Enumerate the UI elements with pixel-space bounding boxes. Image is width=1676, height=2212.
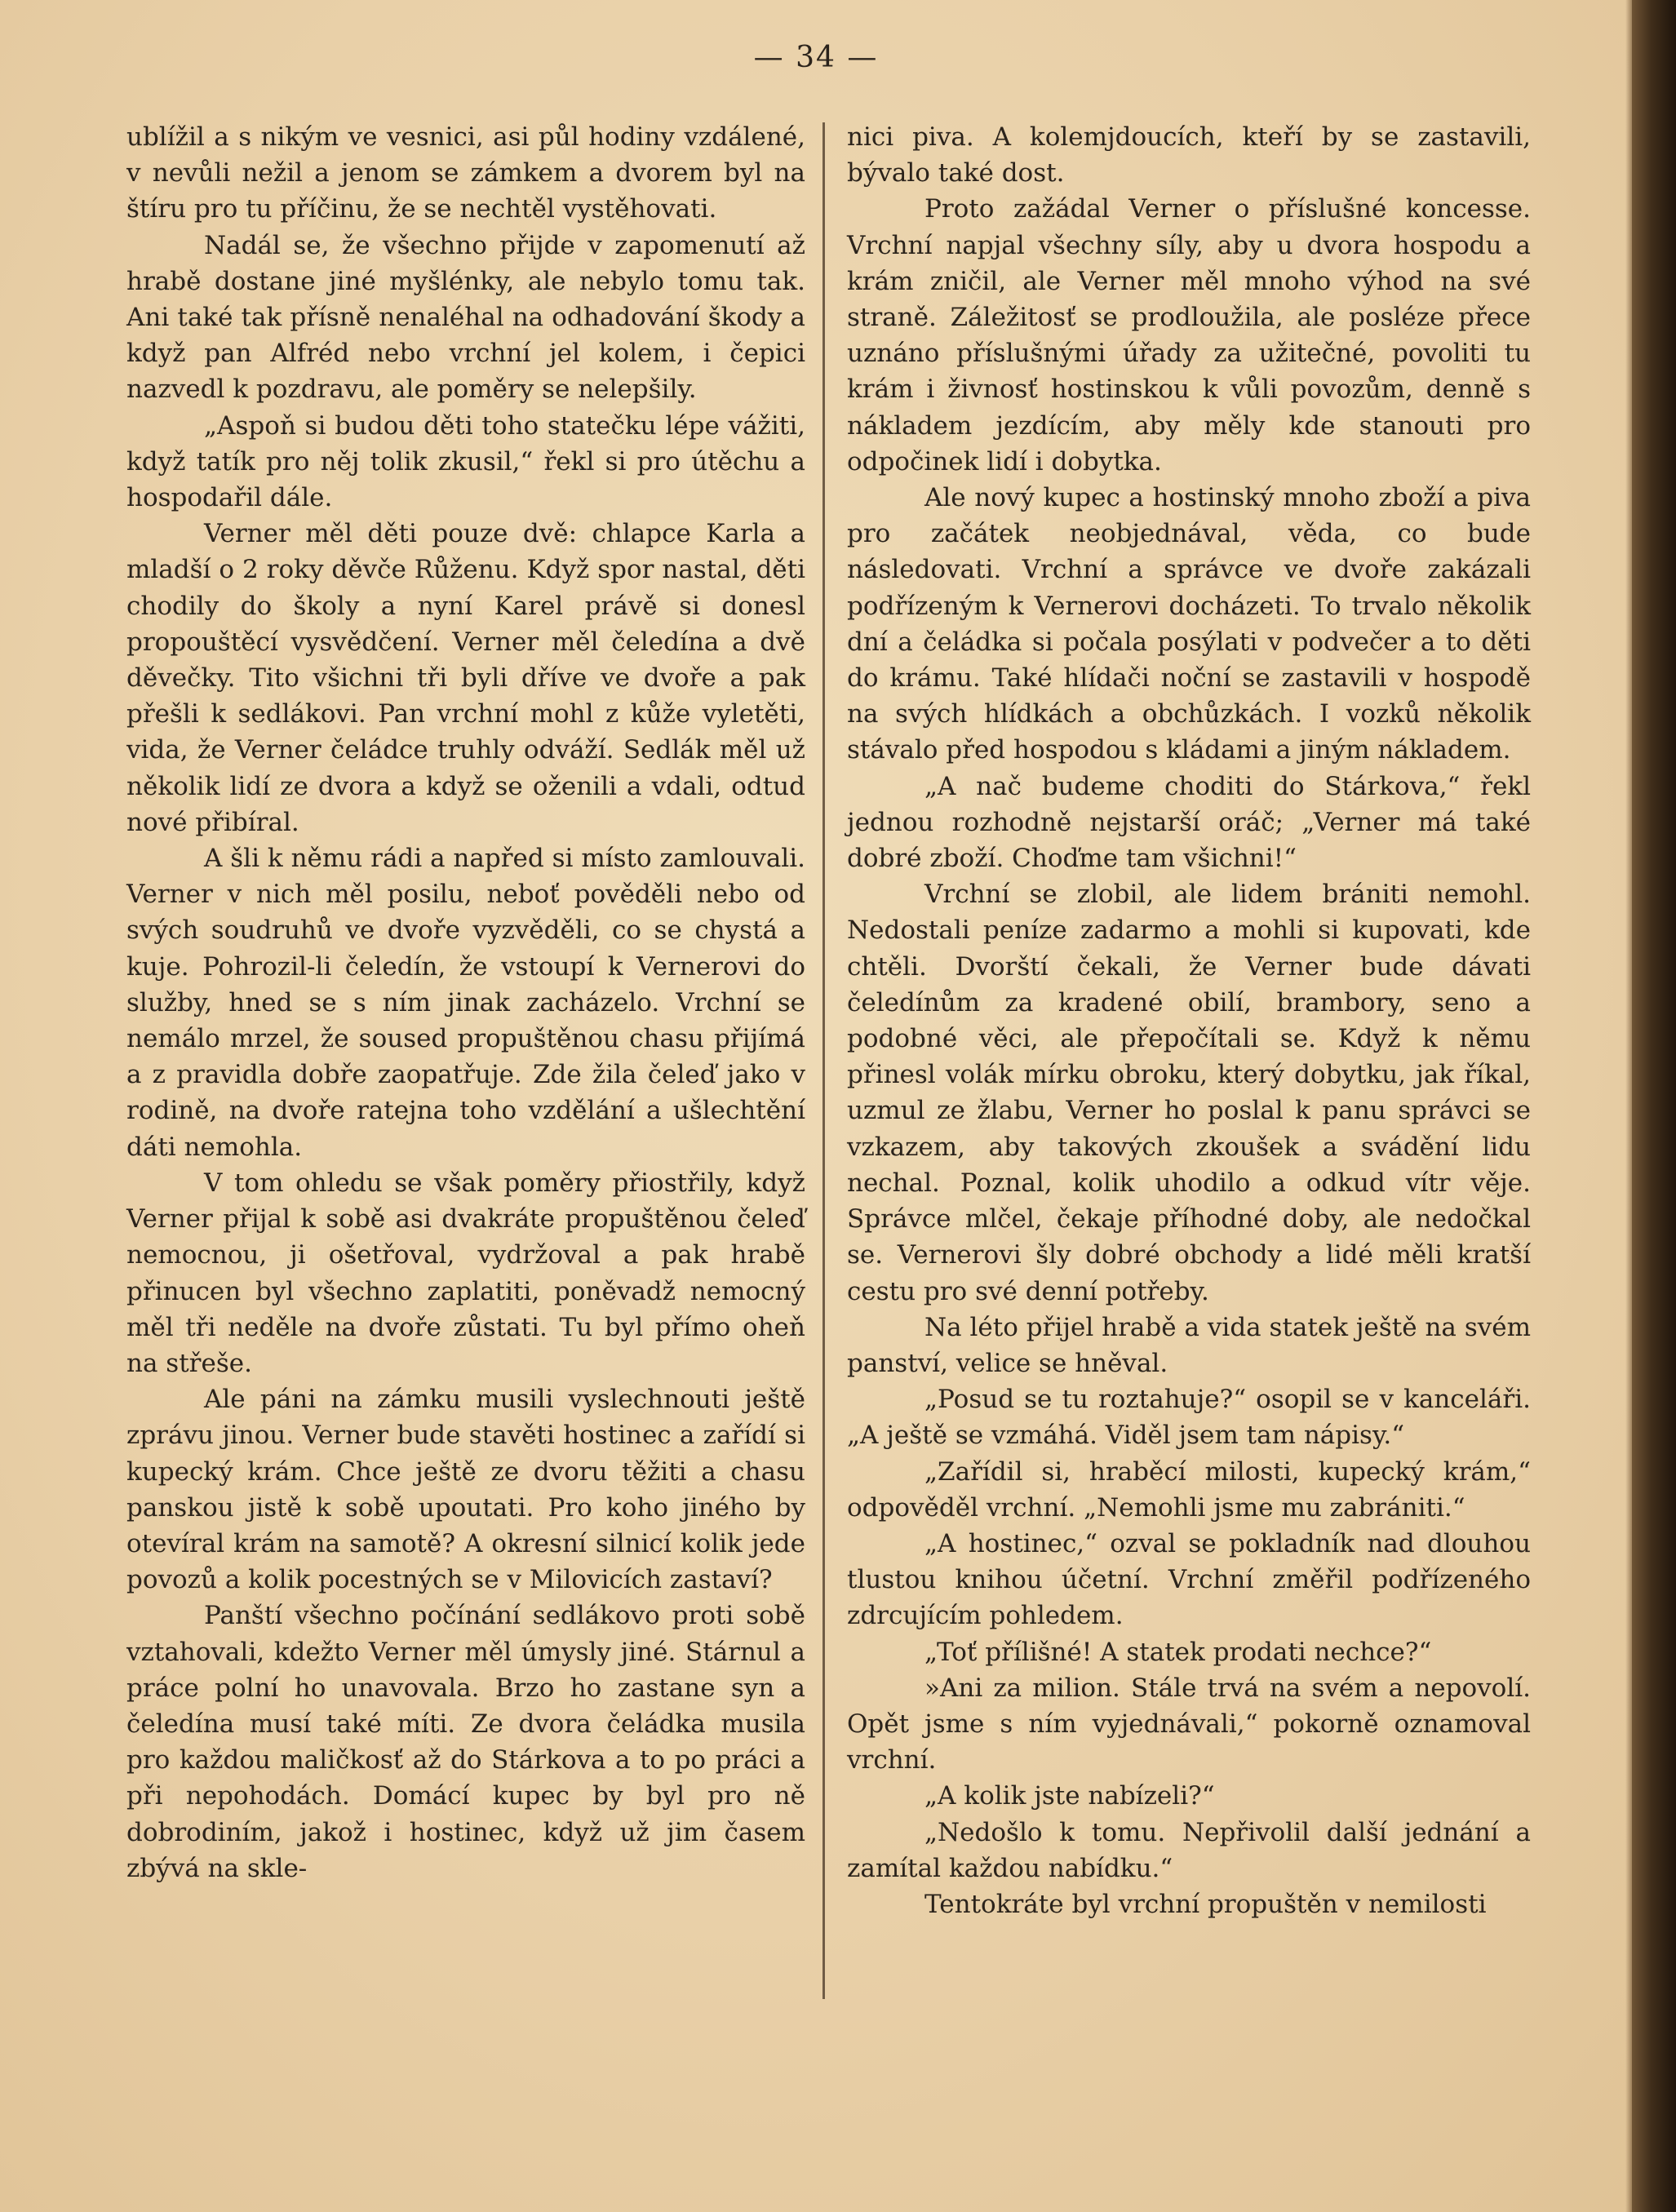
paragraph: Proto zažádal Verner o příslušné koncesse. Vrchní napjal všechny síly, aby u dvora hospodu a krám zničil, ale Verner měl mnoho výhod na své straně. Záležitosť se prodloužila, ale posléze přece uznáno příslušnými úřady za užitečné, povoliti tu krám i živnosť hostinskou k vůli povozům, denně s nákladem jezdícím, aby měly kde stanouti pro odpočinek lidí i dobytka. bbox=[847, 194, 1531, 477]
paragraph: „A kolik jste nabízeli?“ bbox=[924, 1781, 1215, 1811]
page-gutter-shadow bbox=[1625, 0, 1632, 2212]
paragraph: Na léto přijel hrabě a vida statek ještě na svém panství, velice se hněval. bbox=[847, 1312, 1531, 1378]
book-spine bbox=[1632, 0, 1676, 2212]
paragraph: „Aspoň si budou děti toho statečku lépe vážiti, když tatík pro něj tolik zkusil,“ řekl si pro útěchu a hospodařil dále. bbox=[126, 410, 805, 513]
paragraph: „A hostinec,“ ozval se pokladník nad dlouhou tlustou knihou účetní. Vrchní změřil podřízeného zdrcujícím pohledem. bbox=[847, 1528, 1531, 1631]
paragraph: V tom ohledu se však poměry přiostřily, když Verner přijal k sobě asi dvakráte propuštěnou čeleď nemocnou, ji ošetřoval, vydržoval a pak hrabě přinucen byl všechno zaplatiti, poněvadž nemocný měl tři neděle na dvoře zůstati. Tu byl přímo oheň na střeše. bbox=[126, 1168, 805, 1378]
paragraph: „Nedošlo k tomu. Nepřivolil další jednání a zamítal každou nabídku.“ bbox=[847, 1817, 1531, 1883]
paragraph: nici piva. A kolemjdoucích, kteří by se zastavili, bývalo také dost. bbox=[847, 122, 1531, 188]
paragraph: A šli k němu rádi a napřed si místo zamlouvali. Verner v nich měl posilu, neboť pověděli nebo od svých soudruhů ve dvoře vyzvěděli, co se chystá a kuje. Pohrozil-li čeledín, že vstoupí k Vernerovi do služby, hned se s ním jinak zacházelo. Vrchní se nemálo mrzel, že soused propuštěnou chasu přijímá a z pravidla dobře zaopatřuje. Zde žila čeleď jako v rodině, na dvoře ratejna toho vzdělání a ušlechtění dáti nemohla. bbox=[126, 844, 805, 1162]
paragraph: „Toť přílišné! A statek prodati nechce?“ bbox=[924, 1637, 1432, 1667]
paragraph: Ale nový kupec a hostinský mnoho zboží a piva pro začátek neobjednával, věda, co bude následovati. Vrchní a správce ve dvoře zakázali podřízeným k Vernerovi docházeti. To trvalo několik dní a čeládka si počala posýlati v podvečer a to děti do krámu. Také hlídači noční se zastavili v hospodě na svých hlídkách a obchůzkách. I vozků několik stávalo před hospodou s kládami a jiným nákladem. bbox=[847, 483, 1531, 765]
paragraph: Tentokráte byl vrchní propuštěn v nemilosti bbox=[924, 1889, 1487, 1919]
paragraph: Nadál se, že všechno přijde v zapomenutí až hrabě dostane jiné myšlénky, ale nebylo tomu tak. Ani také tak přísně nenaléhal na odhadování škody a když pan Alfréd nebo vrchní jel kolem, i čepici nazvedl k pozdravu, ale poměry se nelepšily. bbox=[126, 230, 805, 405]
paragraph: Vrchní se zlobil, ale lidem brániti nemohl. Nedostali peníze zadarmo a mohli si kupovati, kde chtěli. Dvorští čekali, že Verner bude dávati čeledínům za kradené obilí, brambory, seno a podobné věci, ale přepočítali se. Když k němu přinesl volák mírku obroku, který dobytku, jak říkal, uzmul ze žlabu, Verner ho poslal k panu správci se vzkazem, aby takových zkoušek a svádění lidu nechal. Poznal, kolik uhodilo a odkud vítr věje. Správce mlčel, čekaje příhodné doby, ale nedočkal se. Vernerovi šly dobré obchody a lidé měli kratší cestu pro své denní potřeby. bbox=[847, 880, 1531, 1306]
paragraph: „A nač budeme choditi do Stárkova,“ řekl jednou rozhodně nejstarší oráč; „Verner má také dobré zboží. Choďme tam všichni!“ bbox=[847, 771, 1531, 874]
paragraph: „Posud se tu roztahuje?“ osopil se v kanceláři. „A ještě se vzmáhá. Viděl jsem tam nápisy.“ bbox=[847, 1385, 1531, 1451]
paragraph: »Ani za milion. Stále trvá na svém a nepovolí. Opět jsme s ním vyjednávali,“ pokorně oznamoval vrchní. bbox=[847, 1673, 1531, 1775]
paragraph: Verner měl děti pouze dvě: chlapce Karla a mladší o 2 roky děvče Růženu. Když spor nastal, děti chodily do školy a nyní Karel právě si donesl propouštěcí vysvědčení. Verner měl čeledína a dvě děvečky. Tito všichni tři byli dříve ve dvoře a pak přešli k sedlákovi. Pan vrchní mohl z kůže vyletěti, vida, že Verner čeládce truhly odváží. Sedlák měl už několik lidí ze dvora a když se oženili a vdali, odtud nové přibíral. bbox=[126, 519, 805, 837]
paragraph: ublížil a s nikým ve vesnici, asi půl hodiny vzdálené, v nevůli nežil a jenom se zámkem a dvorem byl na štíru pro tu příčinu, že se nechtěl vystěhovati. bbox=[126, 122, 805, 224]
right-text-column bbox=[847, 119, 1531, 1922]
paragraph: „Zařídil si, hraběcí milosti, kupecký krám,“ odpověděl vrchní. „Nemohli jsme mu zabrániti.“ bbox=[847, 1456, 1531, 1523]
paragraph: Ale páni na zámku musili vyslechnouti ještě zprávu jinou. Verner bude stavěti hostinec a zařídí si kupecký krám. Chce ještě ze dvoru těžiti a chasu panskou jistě k sobě upoutati. Pro koho jiného by otevíral krám na samotě? A okresní silnicí kolik jede povozů a kolik pocestných se v Milovicích zastaví? bbox=[126, 1385, 805, 1595]
left-text-column bbox=[126, 119, 805, 1886]
paragraph: Panští všechno počínání sedlákovo proti sobě vztahovali, kdežto Verner měl úmysly jiné. Stárnul a práce polní ho unavovala. Brzo ho zastane syn a čeledína musí také míti. Ze dvora čeládka musila pro každou maličkosť až do Stárkova a to po práci a při nepohodách. Domácí kupec by byl pro ně dobrodiním, jakož i hostinec, když už jim časem zbývá na skle- bbox=[126, 1601, 805, 1883]
column-divider bbox=[822, 122, 825, 1999]
page-number: — 34 — bbox=[753, 41, 879, 74]
